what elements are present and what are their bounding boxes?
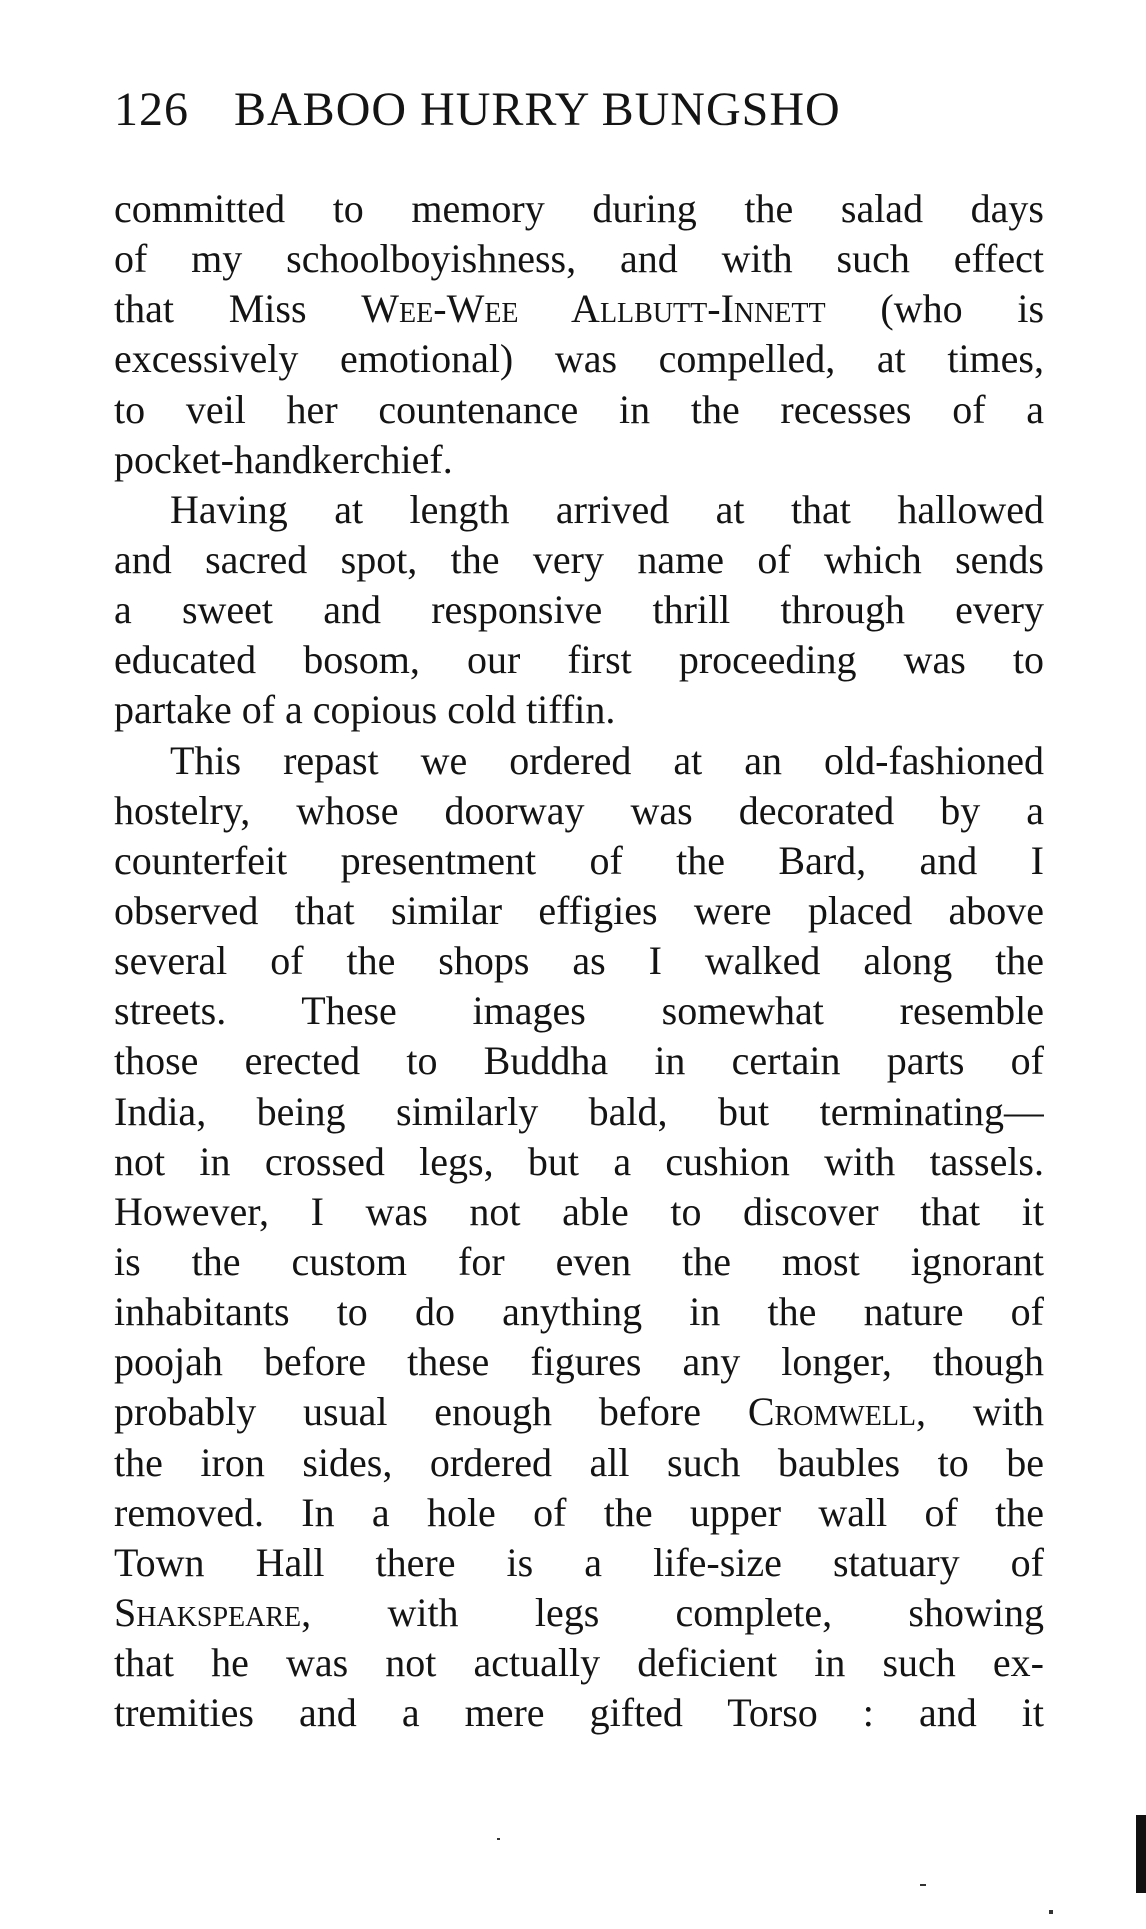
text-line: probably usual enough before Cromwell, with: [114, 1389, 1044, 1435]
paragraph-start-line: Having at length arrived at that hallowed: [170, 486, 1044, 532]
small-caps-name: Shakspeare: [114, 1589, 302, 1635]
paragraph-end-line: partake of a copious cold tiffin.: [114, 687, 616, 733]
text-line: counterfeit presentment of the Bard, and I: [114, 837, 1044, 883]
text-line: poojah before these figures any longer, though: [114, 1339, 1044, 1385]
text-line: that he was not actually deficient in such ex-: [114, 1640, 1044, 1686]
text-line: Town Hall there is a life-size statuary of: [114, 1539, 1044, 1585]
scan-speck: [1049, 1910, 1053, 1914]
text-line: that Miss Wee-Wee Allbutt-Innett (who is: [114, 286, 1044, 332]
running-head: [114, 80, 1044, 140]
text-line: removed. In a hole of the upper wall of the: [114, 1489, 1044, 1535]
page-number: 126: [114, 83, 189, 136]
text-line: the iron sides, ordered all such baubles to be: [114, 1439, 1044, 1485]
text-line: and sacred spot, the very name of which sends: [114, 536, 1044, 582]
text-line: inhabitants to do anything in the nature of: [114, 1289, 1044, 1335]
text-line: India, being similarly bald, but terminating—: [114, 1088, 1044, 1134]
body-text: [114, 184, 1044, 1738]
small-caps-name: Wee-Wee Allbutt-Innett: [361, 286, 826, 332]
text-line: not in crossed legs, but a cushion with tassels.: [114, 1138, 1044, 1184]
paragraph-end-line: pocket-handkerchief.: [114, 436, 453, 482]
running-title: BABOO HURRY BUNGSHO: [234, 83, 841, 136]
text-line: committed to memory during the salad days: [114, 186, 1044, 231]
text-line: However, I was not able to discover that it: [114, 1188, 1044, 1234]
text-line: is the custom for even the most ignorant: [114, 1238, 1044, 1284]
text-line: excessively emotional) was compelled, at times,: [114, 336, 1044, 382]
text-line: educated bosom, our first proceeding was to: [114, 637, 1044, 683]
scan-speck: [920, 1884, 926, 1886]
text-line: tremities and a mere gifted Torso : and it: [114, 1690, 1044, 1736]
text-line: streets. These images somewhat resemble: [114, 988, 1044, 1034]
text-line: hostelry, whose doorway was decorated by a: [114, 787, 1044, 833]
small-caps-name: Cromwell: [747, 1389, 917, 1435]
text-line: those erected to Buddha in certain parts of: [114, 1038, 1044, 1084]
text-line: of my schoolboyishness, and with such effect: [114, 236, 1044, 282]
text-line: to veil her countenance in the recesses of a: [114, 386, 1044, 432]
paragraph-start-line: This repast we ordered at an old-fashioned: [170, 737, 1044, 783]
page-edge-mark: [1136, 1815, 1146, 1893]
text-line: observed that similar effigies were placed above: [114, 887, 1044, 933]
text-line: Shakspeare, with legs complete, showing: [114, 1589, 1044, 1635]
scan-speck: [497, 1838, 500, 1840]
text-line: several of the shops as I walked along the: [114, 938, 1044, 984]
text-line: a sweet and responsive thrill through every: [114, 587, 1044, 633]
